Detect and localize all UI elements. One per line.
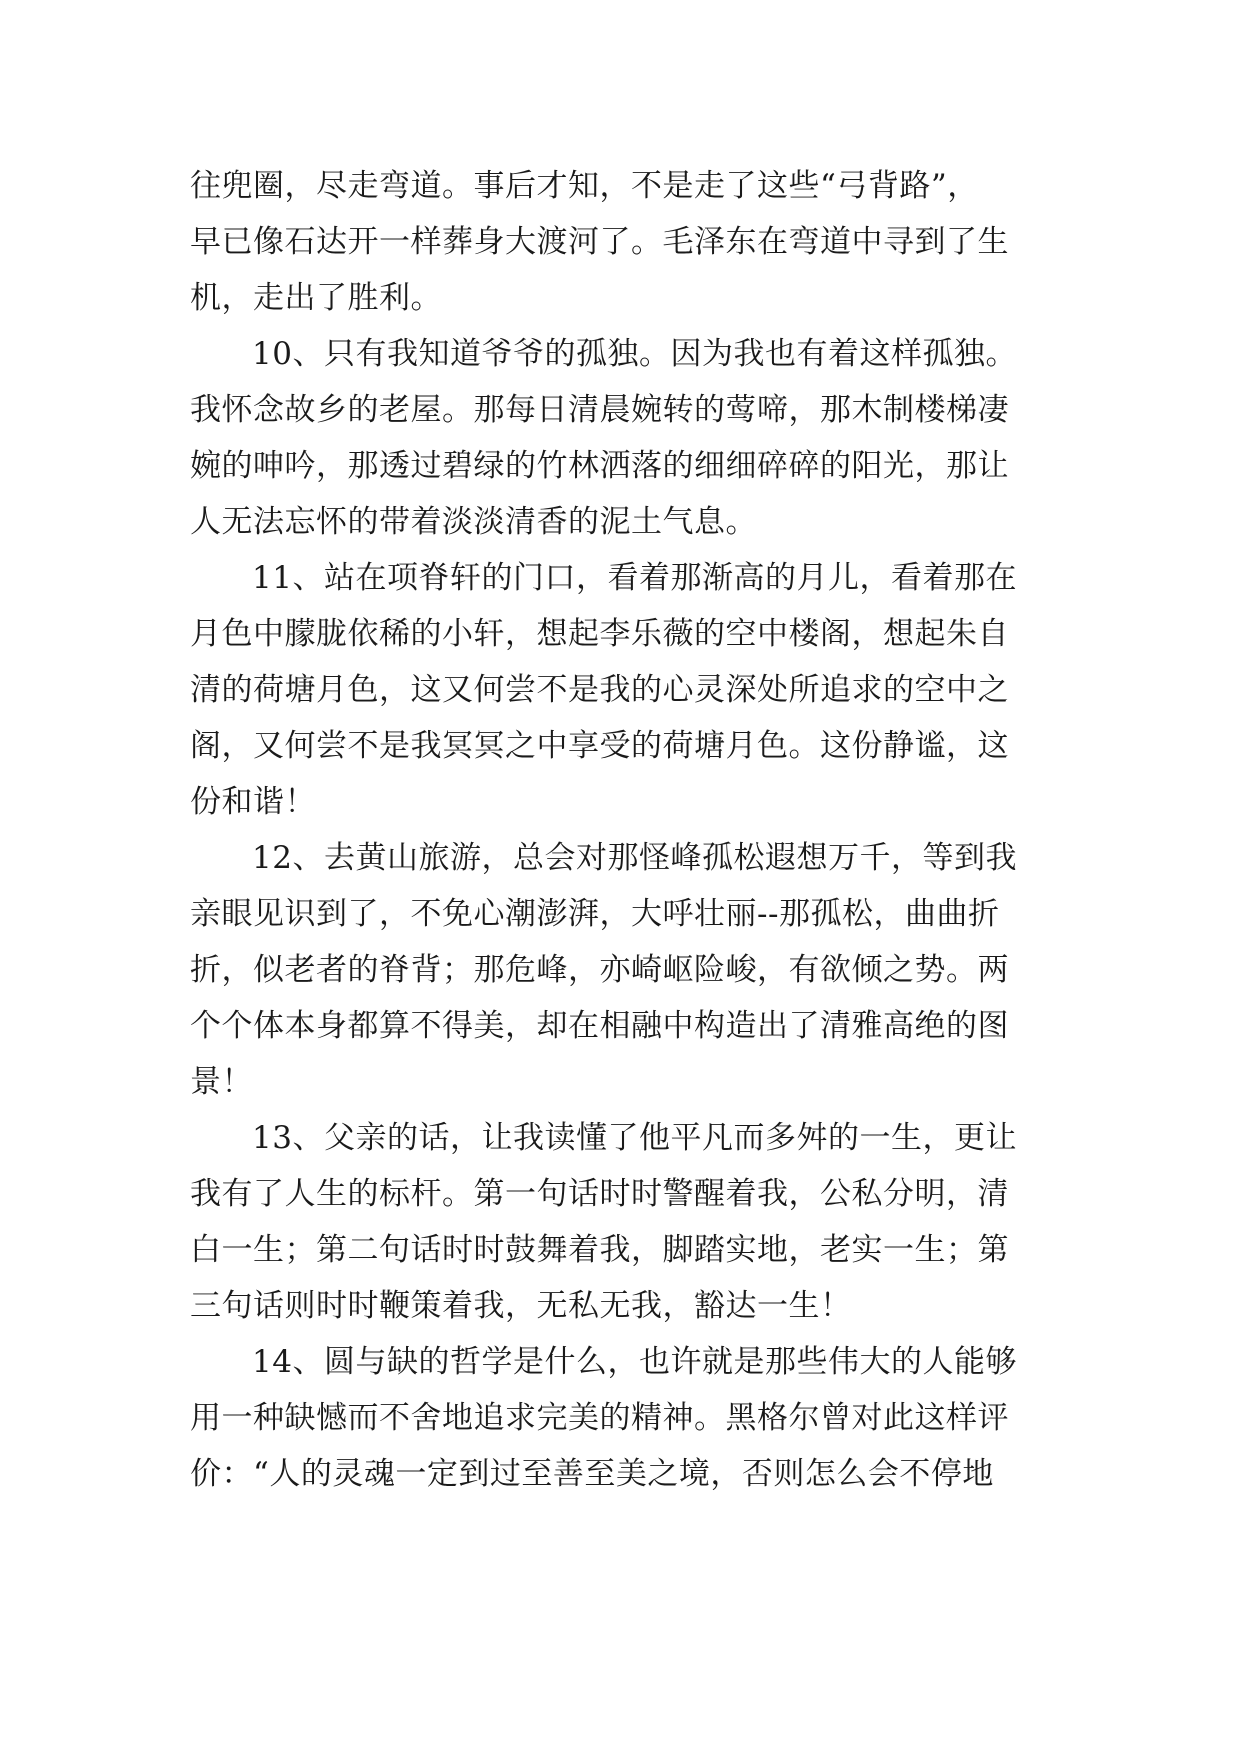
text-line: 白一生；第二句话时时鼓舞着我，脚踏实地，老实一生；第 [190, 1232, 1009, 1268]
text-line: 折，似老者的脊背；那危峰，亦崎岖险峻，有欲倾之势。两 [190, 952, 1009, 988]
paragraph-11 [190, 550, 1060, 830]
text-line: 景！ [190, 1064, 253, 1100]
paragraph-12 [190, 830, 1060, 1110]
text-line: 亲眼见识到了，不免心潮澎湃，大呼壮丽--那孤松，曲曲折 [190, 896, 1000, 932]
text-line: 个个体本身都算不得美，却在相融中构造出了清雅高绝的图 [190, 1008, 1009, 1044]
text-line: 11、站在项脊轩的门口，看着那渐高的月儿，看着那在 [252, 560, 1017, 596]
text-line: 价：“人的灵魂一定到过至善至美之境，否则怎么会不停地 [190, 1456, 994, 1492]
text-line: 我有了人生的标杆。第一句话时时警醒着我，公私分明，清 [190, 1176, 1009, 1212]
text-line: 12、去黄山旅游，总会对那怪峰孤松遐想万千，等到我 [252, 840, 1017, 876]
text-line: 机，走出了胜利。 [190, 280, 442, 316]
paragraph-14 [190, 1334, 1060, 1502]
text-line: 阁，又何尝不是我冥冥之中享受的荷塘月色。这份静谧，这 [190, 728, 1009, 764]
text-line: 我怀念故乡的老屋。那每日清晨婉转的莺啼，那木制楼梯凄 [190, 392, 1009, 428]
document-body [190, 158, 1060, 1502]
paragraph-continuation [190, 158, 1060, 326]
text-line: 月色中朦胧依稀的小轩，想起李乐薇的空中楼阁，想起朱自 [190, 616, 1009, 652]
paragraph-13 [190, 1110, 1060, 1334]
text-line: 用一种缺憾而不舍地追求完美的精神。黑格尔曾对此这样评 [190, 1400, 1009, 1436]
text-line: 清的荷塘月色，这又何尝不是我的心灵深处所追求的空中之 [190, 672, 1009, 708]
paragraph-10 [190, 326, 1060, 550]
text-line: 婉的呻吟，那透过碧绿的竹林洒落的细细碎碎的阳光，那让 [190, 448, 1009, 484]
text-line: 三句话则时时鞭策着我，无私无我，豁达一生！ [190, 1288, 852, 1324]
text-line: 份和谐！ [190, 784, 316, 820]
text-line: 往兜圈，尽走弯道。事后才知，不是走了这些“弓背路”， [190, 168, 979, 204]
text-line: 14、圆与缺的哲学是什么，也许就是那些伟大的人能够 [252, 1344, 1017, 1380]
text-line: 人无法忘怀的带着淡淡清香的泥土气息。 [190, 504, 757, 540]
text-line: 13、父亲的话，让我读懂了他平凡而多舛的一生，更让 [252, 1120, 1017, 1156]
text-line: 10、只有我知道爷爷的孤独。因为我也有着这样孤独。 [252, 336, 1017, 372]
text-line: 早已像石达开一样葬身大渡河了。毛泽东在弯道中寻到了生 [190, 224, 1009, 260]
